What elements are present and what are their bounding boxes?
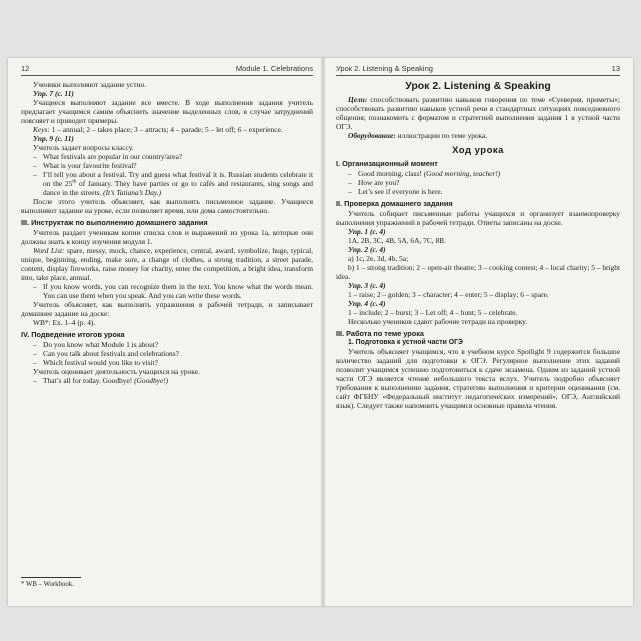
- section-heading: I. Организационный момент: [336, 159, 438, 168]
- dialogue-line: – Let’s see if everyone is here.: [348, 187, 443, 196]
- exercise-label: Упр. 7 (с. 11): [33, 89, 74, 98]
- footnote-text: * WB – Workbook.: [21, 581, 74, 588]
- section-heading: IV. Подведение итогов урока: [21, 330, 125, 339]
- equipment-paragraph: Оборудование: иллюстрации по теме урока.: [348, 131, 488, 140]
- paragraph: Учащиеся выполняют задание все вместе. В ходе выполнения задания учитель предлагает учащимся самим объяснить значение выделенных слов, в случае затруднений поясняет и приводит примеры.: [21, 98, 313, 125]
- exercise-label: Упр. 3 (с. 4): [348, 281, 386, 290]
- paragraph: Учитель раздает ученикам копии списка слов и выражений из урока 1а, которые они должны знать к концу изучения модуля 1.: [21, 228, 313, 246]
- paragraph: Учитель оценивает деятельность учащихся на уроке.: [33, 367, 200, 376]
- dialogue-line: – I’ll tell you about a festival. Try and guess what festival it is. Russian students celebrate it on the 25th of January. They have parties or go to cafés and restaurants, sing songs and dance in the streets. (It’s Tatiana’s Day.): [33, 170, 313, 197]
- keys-paragraph: Keys: 1 – annual; 2 – takes place; 3 – attracts; 4 – parade; 5 – let off; 6 – experience.: [33, 125, 283, 134]
- paragraph: Учитель собирает письменные работы учащихся и организует взаимопроверку выполнения упражнений в рабочей тетради. Ответы записаны на доске.: [336, 209, 620, 227]
- book-gutter: [320, 58, 326, 606]
- answer-line: b) 1 – strong tradition; 2 – open-air theatre; 3 – cooking contest; 4 – local charity; 5 – bright idea.: [336, 263, 620, 281]
- section-heading: III. Работа по теме урока: [336, 329, 424, 338]
- lesson-progress-heading: Ход урока: [452, 145, 504, 156]
- dialogue-line: – Which festival would you like to visit?: [33, 358, 158, 367]
- answer-line: 1A, 2B, 3C, 4B, 5A, 6A, 7C, 8B.: [348, 236, 446, 245]
- aims-paragraph: Цели: способствовать развитию навыков говорения по теме «Суеверия, приметы»; способствовать развитию навыков устной речи в стандартных ситуациях повседневного общения; познакомить с форматом и стратегией выполнения задания 1 в устной части ОГЭ.: [336, 95, 620, 131]
- word-list: Word List: spare, messy, mock, chance, experience, central, award, symbolize, huge, typical, unique, beginning, ending, make sure, a change of clothes, a strong tradition, a street parade, content, display fireworks, raise money for charity, enter the competition, a bright idea, transform into, take place, annual.: [21, 246, 313, 282]
- exercise-label: Упр. 2 (с. 4): [348, 245, 386, 254]
- paragraph: Учитель объясняет, как выполнять упражнения в рабочей тетради, и записывает домашнее задание на доске:: [21, 300, 313, 318]
- paragraph: После этого учитель объясняет, как выполнять письменное задание. Учащиеся выполняют задание на уроке, если позволяет время, или дома самостоятельно.: [21, 197, 313, 215]
- paragraph: Учитель объясняет учащимся, что в учебном курсе Spotlight 9 содержится большое количество заданий для подготовки к ОГЭ. Регулярное выполнение этих заданий позволит учащимся успешно подготовиться к сдаче экзамена. Одним из заданий устной части ОГЭ является чтение небольшого текста вслух. Учитель подробно объясняет требования к выполнению задания, стратегию выполнения и критерии оценивания (см. сайт ФГБНУ «Федеральный институт педагогических измерений», ОГЭ, Английский язык). Следует также напомнить учащимся основные правила чтения.: [336, 347, 620, 410]
- exercise-label: Упр. 4 (с. 4): [348, 299, 386, 308]
- footnote: [21, 577, 313, 588]
- left-page-number: 12: [21, 64, 30, 73]
- subsection-heading: 1. Подготовка к устной части ОГЭ: [348, 339, 463, 346]
- paragraph: Ученики выполняют задание устно.: [33, 80, 147, 89]
- section-heading: II. Проверка домашнего задания: [336, 199, 453, 208]
- dialogue-line: – If you know words, you can recognize them in the text. You know what the words mean. You can use them when you speak. And you can write these words.: [33, 282, 313, 300]
- paragraph: Учитель задает вопросы классу.: [33, 143, 134, 152]
- dialogue-line: – Good morning, class! (Good morning, teacher!): [348, 169, 501, 178]
- left-running-title: Module 1. Celebrations: [235, 64, 313, 73]
- left-page: [21, 64, 313, 588]
- right-running-head: [336, 64, 620, 76]
- paragraph: Несколько учеников сдают рабочие тетради на проверку.: [348, 317, 527, 326]
- dialogue-line: – What festivals are popular in our country/area?: [33, 152, 183, 161]
- dialogue-line: – What is your favourite festival?: [33, 161, 137, 170]
- answer-line: a) 1c, 2e, 3d, 4b, 5a;: [348, 254, 409, 263]
- dialogue-line: – Do you know what Module 1 is about?: [33, 340, 159, 349]
- homework-line: WB*: Ex. 1–4 (p. 4).: [33, 318, 96, 327]
- answer-line: 1 – raise; 2 – golden; 3 – character; 4 – enter; 5 – display; 6 – spare.: [348, 290, 549, 299]
- exercise-label: Упр. 1 (с. 4): [348, 227, 386, 236]
- answer-line: 1 – include; 2 – burst; 3 – Let off; 4 – hunt; 5 – celebrate.: [348, 308, 518, 317]
- section-heading: III. Инструктаж по выполнению домашнего задания: [21, 218, 208, 227]
- book-spread: [8, 58, 633, 606]
- dialogue-line: – That’s all for today. Goodbye! (Goodbye!): [33, 376, 169, 385]
- right-running-title: Урок 2. Listening & Speaking: [336, 64, 433, 73]
- dialogue-line: – How are you?: [348, 178, 400, 187]
- exercise-label: Упр. 9 (с. 11): [33, 134, 74, 143]
- footnote-rule: [21, 577, 81, 578]
- lesson-title: Урок 2. Listening & Speaking: [405, 80, 551, 92]
- dialogue-line: – Can you talk about festivals and celebrations?: [33, 349, 179, 358]
- left-running-head: [21, 64, 313, 76]
- right-page: [336, 64, 620, 410]
- right-page-number: 13: [611, 64, 620, 73]
